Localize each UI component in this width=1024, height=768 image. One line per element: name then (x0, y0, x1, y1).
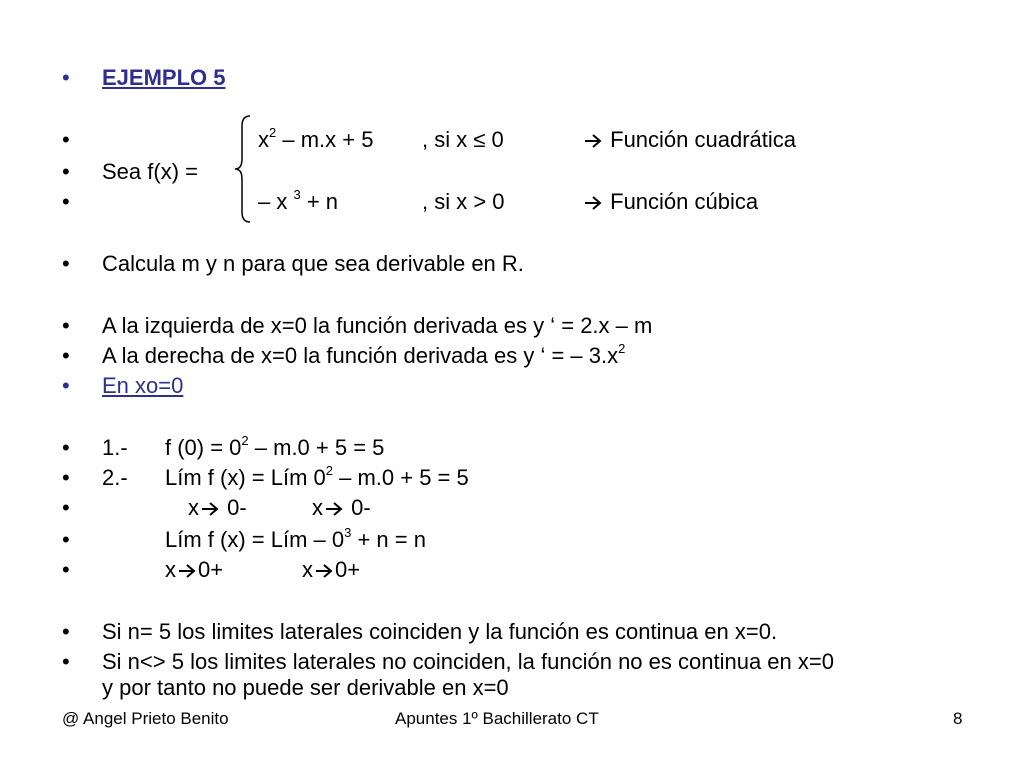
right-derivative-text: A la derecha de x=0 la función derivada es y ‘ = – $3.x^2$ (102, 340, 626, 368)
task-text: Calcula m y n para que sea derivable en R. (102, 251, 524, 276)
step-3-text: Lím f (x) = Lím – $0^3 + n = n$ (165, 524, 426, 552)
left-derivative-text: A la izquierda de x=0 la función derivada es y ‘ = 2.x – m (102, 313, 653, 338)
step-2-number: 2.- (102, 465, 128, 490)
limit-right-subscript-a: x 0+ (165, 557, 224, 582)
right-arrow-icon (178, 564, 196, 578)
conclusion-2-text-line-1: Si n<> 5 los limites laterales no coinciden, la función no es continua en x=0 (102, 649, 834, 674)
right-arrow-icon (584, 196, 602, 210)
bullet: • (62, 343, 70, 368)
piece-1-expression: $x^2 - m.x + 5$ (258, 124, 374, 152)
piece-1-arrow-label: Función cuadrática (582, 126, 796, 154)
right-arrow-icon (584, 134, 602, 148)
bullet: • (62, 127, 70, 152)
right-arrow-icon (325, 502, 343, 516)
bullet: • (62, 435, 70, 460)
step-2-text: Lím f (x) = Lím $0^2 - m.0 + 5 = 5$ (165, 462, 469, 490)
footer-author: @ Angel Prieto Benito (62, 709, 229, 728)
limit-left-subscript-a: x 0- (188, 495, 247, 520)
step-1-text: f $(0) = 0^2 - m.0 + 5 = 5$ (165, 432, 385, 460)
piece-2-condition: , si x > 0 (422, 189, 505, 214)
limit-left-subscript-b: x 0- (312, 495, 371, 520)
footer-course: Apuntes 1º Bachillerato CT (395, 709, 599, 728)
bullet: • (62, 189, 70, 214)
bullet: • (62, 619, 70, 644)
bullet: • (62, 495, 70, 520)
bullet: • (62, 465, 70, 490)
limit-right-subscript-b: x 0+ (302, 557, 361, 582)
bullet: • (62, 557, 70, 582)
bullet: • (62, 159, 70, 184)
footer-page-number: 8 (953, 709, 963, 728)
left-brace-icon (232, 114, 254, 224)
en-xo-link[interactable]: En xo=0 (102, 373, 184, 398)
slide-footer (0, 704, 1024, 734)
right-arrow-icon (315, 564, 333, 578)
bullet: • (62, 649, 70, 674)
piece-1-condition: , si x ≤ 0 (422, 127, 504, 152)
step-1-number: 1.- (102, 435, 128, 460)
piece-2-expression: – x $^3$ + n (258, 186, 339, 214)
conclusion-2-text-line-2: y por tanto no puede ser derivable en x=0 (102, 675, 509, 700)
piece-2-arrow-label: Función cúbica (582, 188, 758, 216)
right-arrow-icon (201, 502, 219, 516)
bullet: • (62, 251, 70, 276)
conclusion-1-text: Si n= 5 los limites laterales coinciden y la función es continua en x=0. (102, 619, 778, 644)
bullet: • (62, 527, 70, 552)
bullet: • (62, 373, 70, 398)
bullet: • (62, 313, 70, 338)
slide-title: EJEMPLO 5 (102, 65, 226, 90)
bullet: • (62, 65, 70, 90)
function-name: Sea f(x) = (102, 159, 198, 184)
